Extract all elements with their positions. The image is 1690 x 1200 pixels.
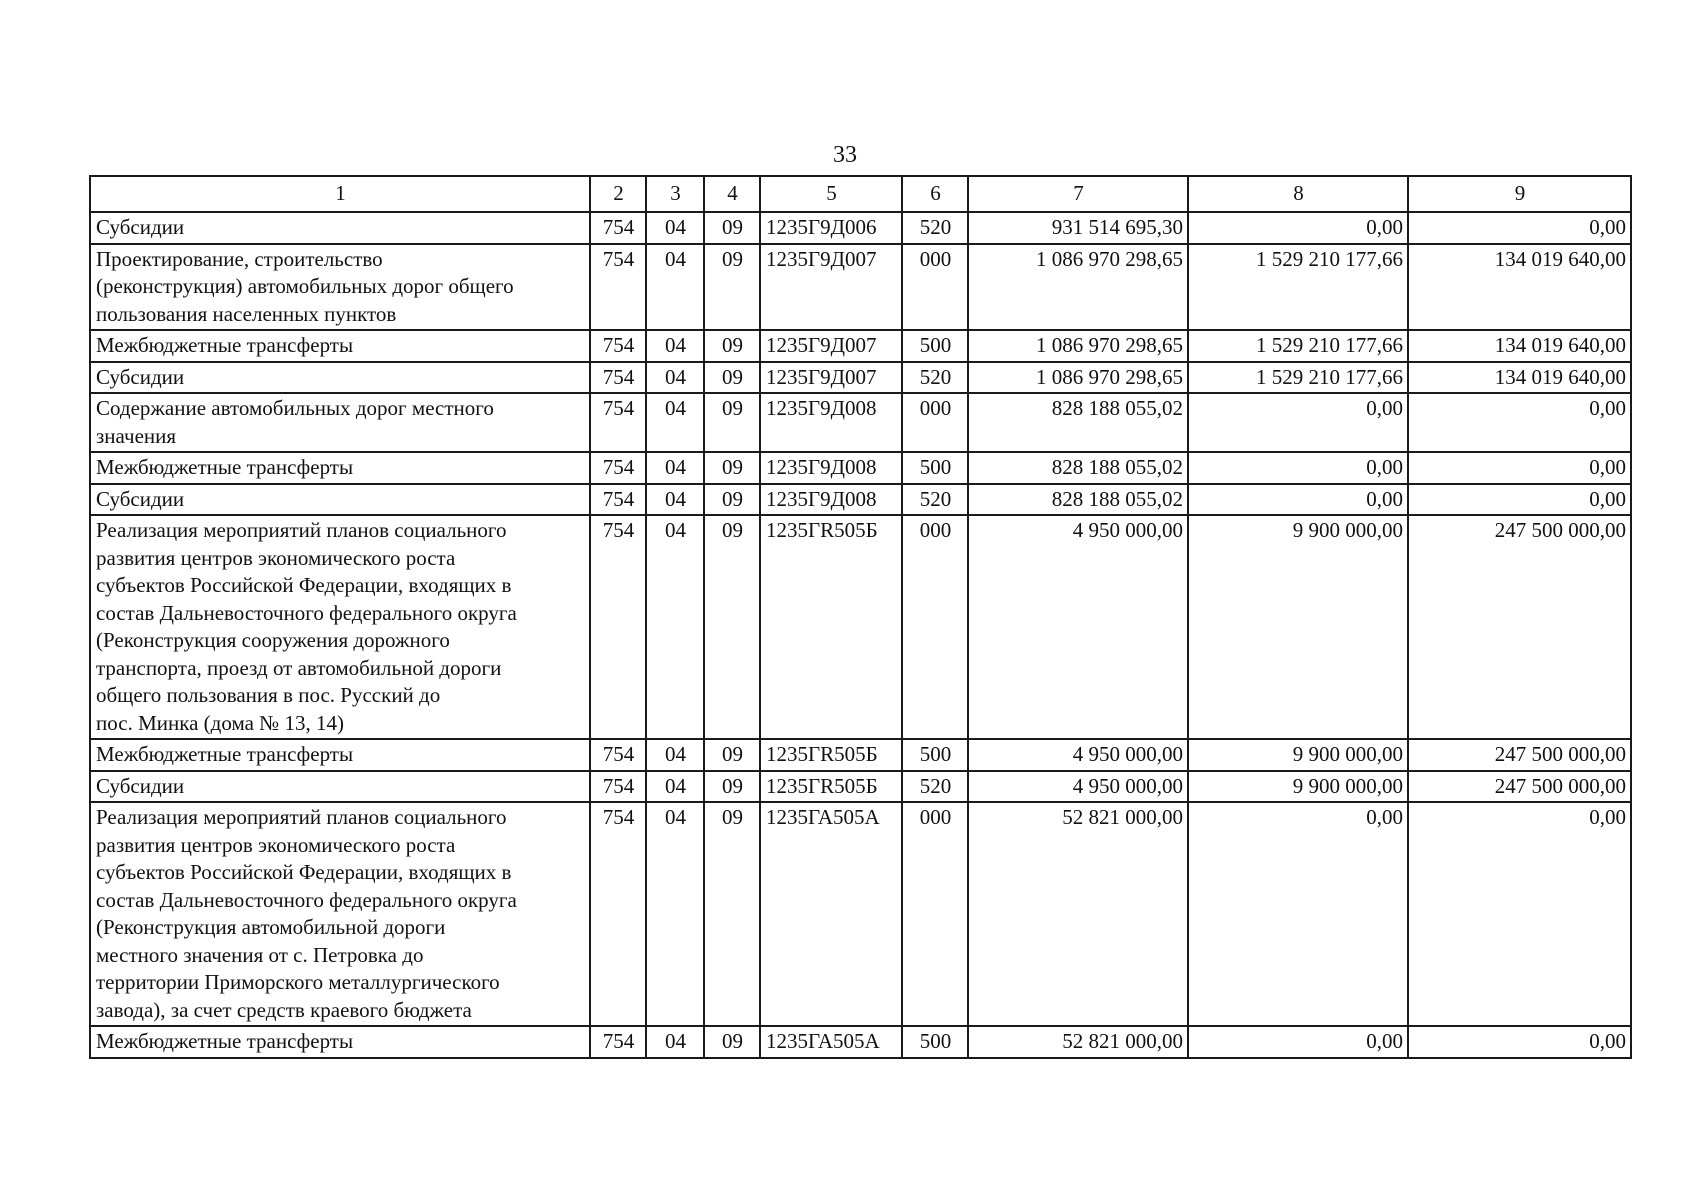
target-article-cell: 1235Г9Д008	[760, 484, 902, 516]
item-name-cell	[90, 362, 590, 394]
item-name-line: Реализация мероприятий планов социального	[96, 518, 507, 542]
item-name-line: Субсидии	[96, 773, 185, 798]
table-row	[90, 515, 1631, 739]
ministry-code-cell: 754	[590, 484, 646, 516]
ministry-code-cell: 754	[590, 802, 646, 1026]
amount-col8-cell: 0,00	[1188, 393, 1408, 452]
item-name-line: Межбюджетные трансферты	[96, 742, 354, 766]
item-name-cell	[90, 739, 590, 771]
amount-col7-cell: 828 188 055,02	[968, 484, 1188, 516]
amount-col9-cell: 0,00	[1408, 1026, 1631, 1058]
table-row	[90, 452, 1631, 484]
item-name-line: субъектов Российской Федерации, входящих в	[96, 860, 512, 884]
expense-type-cell: 500	[902, 452, 968, 484]
item-name-line: значения	[96, 423, 177, 448]
amount-col8-cell: 1 529 210 177,66	[1188, 362, 1408, 394]
table-header	[90, 176, 1631, 212]
ministry-code-cell: 754	[590, 212, 646, 244]
amount-col8-cell: 9 900 000,00	[1188, 771, 1408, 803]
section-code-cell: 04	[646, 1026, 704, 1058]
target-article-cell: 1235Г9Д007	[760, 244, 902, 331]
expense-type-cell: 500	[902, 739, 968, 771]
target-article-cell: 1235Г9Д008	[760, 452, 902, 484]
expense-type-cell: 000	[902, 515, 968, 739]
column-header: 5	[760, 176, 902, 212]
target-article-cell: 1235ГА505А	[760, 802, 902, 1026]
subsection-code-cell: 09	[704, 1026, 760, 1058]
item-name-cell	[90, 1026, 590, 1058]
amount-col7-cell: 52 821 000,00	[968, 1026, 1188, 1058]
item-name-line: (Реконструкция сооружения дорожного	[96, 628, 450, 652]
amount-col8-cell: 0,00	[1188, 1026, 1408, 1058]
amount-col9-cell: 0,00	[1408, 393, 1631, 452]
subsection-code-cell: 09	[704, 452, 760, 484]
section-code-cell: 04	[646, 244, 704, 331]
amount-col9-cell: 0,00	[1408, 802, 1631, 1026]
item-name-line: Межбюджетные трансферты	[96, 1029, 354, 1053]
amount-col9-cell: 247 500 000,00	[1408, 515, 1631, 739]
section-code-cell: 04	[646, 739, 704, 771]
amount-col7-cell: 4 950 000,00	[968, 771, 1188, 803]
item-name-line: (Реконструкция автомобильной дороги	[96, 915, 446, 939]
table-row	[90, 802, 1631, 1026]
expense-type-cell: 000	[902, 802, 968, 1026]
item-name-cell	[90, 393, 590, 452]
amount-col8-cell: 0,00	[1188, 802, 1408, 1026]
subsection-code-cell: 09	[704, 212, 760, 244]
amount-col7-cell: 1 086 970 298,65	[968, 362, 1188, 394]
item-name-line: субъектов Российской Федерации, входящих в	[96, 573, 512, 597]
amount-col9-cell: 134 019 640,00	[1408, 330, 1631, 362]
ministry-code-cell: 754	[590, 515, 646, 739]
section-code-cell: 04	[646, 802, 704, 1026]
item-name-line: пользования населенных пунктов	[96, 301, 397, 326]
target-article-cell: 1235Г9Д008	[760, 393, 902, 452]
amount-col9-cell: 134 019 640,00	[1408, 244, 1631, 331]
subsection-code-cell: 09	[704, 802, 760, 1026]
amount-col7-cell: 1 086 970 298,65	[968, 244, 1188, 331]
section-code-cell: 04	[646, 771, 704, 803]
ministry-code-cell: 754	[590, 393, 646, 452]
subsection-code-cell: 09	[704, 515, 760, 739]
amount-col9-cell: 0,00	[1408, 452, 1631, 484]
item-name-line: Содержание автомобильных дорог местного	[96, 396, 494, 420]
column-header: 7	[968, 176, 1188, 212]
amount-col8-cell: 0,00	[1188, 212, 1408, 244]
item-name-line: состав Дальневосточного федерального округа	[96, 600, 517, 625]
item-name-line: Субсидии	[96, 486, 185, 511]
column-header: 2	[590, 176, 646, 212]
amount-col9-cell: 247 500 000,00	[1408, 739, 1631, 771]
target-article-cell: 1235ГR505Б	[760, 515, 902, 739]
item-name-line: Субсидии	[96, 215, 185, 239]
section-code-cell: 04	[646, 212, 704, 244]
amount-col8-cell: 9 900 000,00	[1188, 739, 1408, 771]
ministry-code-cell: 754	[590, 330, 646, 362]
table-body	[90, 212, 1631, 1058]
amount-col8-cell: 1 529 210 177,66	[1188, 330, 1408, 362]
item-name-line: транспорта, проезд от автомобильной дороги	[96, 655, 502, 680]
item-name-line: развития центров экономического роста	[96, 545, 456, 570]
table-row	[90, 1026, 1631, 1058]
amount-col7-cell: 1 086 970 298,65	[968, 330, 1188, 362]
ministry-code-cell: 754	[590, 739, 646, 771]
item-name-line: (реконструкция) автомобильных дорог общего	[96, 274, 514, 298]
ministry-code-cell: 754	[590, 362, 646, 394]
table-row	[90, 212, 1631, 244]
amount-col7-cell: 931 514 695,30	[968, 212, 1188, 244]
column-number-row	[90, 176, 1631, 212]
amount-col7-cell: 828 188 055,02	[968, 452, 1188, 484]
item-name-line: Реализация мероприятий планов социального	[96, 805, 507, 829]
table-row	[90, 330, 1631, 362]
item-name-line: Межбюджетные трансферты	[96, 333, 354, 357]
subsection-code-cell: 09	[704, 362, 760, 394]
item-name-cell	[90, 802, 590, 1026]
table-row	[90, 484, 1631, 516]
subsection-code-cell: 09	[704, 484, 760, 516]
item-name-line: местного значения от с. Петровка до	[96, 942, 424, 967]
subsection-code-cell: 09	[704, 330, 760, 362]
amount-col7-cell: 4 950 000,00	[968, 515, 1188, 739]
column-header: 6	[902, 176, 968, 212]
amount-col9-cell: 134 019 640,00	[1408, 362, 1631, 394]
item-name-cell	[90, 330, 590, 362]
item-name-line: Проектирование, строительство	[96, 246, 383, 271]
section-code-cell: 04	[646, 515, 704, 739]
item-name-cell	[90, 515, 590, 739]
amount-col9-cell: 0,00	[1408, 484, 1631, 516]
amount-col7-cell: 828 188 055,02	[968, 393, 1188, 452]
target-article-cell: 1235ГR505Б	[760, 771, 902, 803]
table-row	[90, 362, 1631, 394]
expense-type-cell: 520	[902, 484, 968, 516]
subsection-code-cell: 09	[704, 244, 760, 331]
amount-col8-cell: 1 529 210 177,66	[1188, 244, 1408, 331]
item-name-cell	[90, 484, 590, 516]
target-article-cell: 1235Г9Д007	[760, 362, 902, 394]
column-header: 4	[704, 176, 760, 212]
subsection-code-cell: 09	[704, 393, 760, 452]
section-code-cell: 04	[646, 330, 704, 362]
expense-type-cell: 500	[902, 1026, 968, 1058]
page-number: 33	[833, 142, 857, 168]
table-row	[90, 244, 1631, 331]
amount-col8-cell: 0,00	[1188, 452, 1408, 484]
item-name-cell	[90, 212, 590, 244]
column-header: 8	[1188, 176, 1408, 212]
section-code-cell: 04	[646, 452, 704, 484]
amount-col8-cell: 9 900 000,00	[1188, 515, 1408, 739]
section-code-cell: 04	[646, 393, 704, 452]
amount-col9-cell: 0,00	[1408, 212, 1631, 244]
subsection-code-cell: 09	[704, 771, 760, 803]
expense-type-cell: 000	[902, 393, 968, 452]
ministry-code-cell: 754	[590, 771, 646, 803]
table-row	[90, 771, 1631, 803]
section-code-cell: 04	[646, 484, 704, 516]
expense-type-cell: 520	[902, 771, 968, 803]
target-article-cell: 1235Г9Д007	[760, 330, 902, 362]
expense-type-cell: 520	[902, 212, 968, 244]
ministry-code-cell: 754	[590, 244, 646, 331]
target-article-cell: 1235ГR505Б	[760, 739, 902, 771]
item-name-line: состав Дальневосточного федерального округа	[96, 887, 517, 912]
amount-col8-cell: 0,00	[1188, 484, 1408, 516]
item-name-cell	[90, 244, 590, 331]
expense-type-cell: 500	[902, 330, 968, 362]
amount-col7-cell: 52 821 000,00	[968, 802, 1188, 1026]
item-name-cell	[90, 452, 590, 484]
section-code-cell: 04	[646, 362, 704, 394]
ministry-code-cell: 754	[590, 452, 646, 484]
item-name-line: Межбюджетные трансферты	[96, 455, 354, 479]
column-header: 3	[646, 176, 704, 212]
subsection-code-cell: 09	[704, 739, 760, 771]
item-name-line: Субсидии	[96, 364, 185, 389]
column-header: 9	[1408, 176, 1631, 212]
item-name-line: пос. Минка (дома № 13, 14)	[96, 710, 344, 735]
item-name-cell	[90, 771, 590, 803]
amount-col9-cell: 247 500 000,00	[1408, 771, 1631, 803]
expense-type-cell: 000	[902, 244, 968, 331]
item-name-line: развития центров экономического роста	[96, 832, 456, 857]
expense-type-cell: 520	[902, 362, 968, 394]
item-name-line: общего пользования в пос. Русский до	[96, 683, 441, 707]
amount-col7-cell: 4 950 000,00	[968, 739, 1188, 771]
item-name-line: завода), за счет средств краевого бюджета	[96, 997, 472, 1022]
table-row	[90, 739, 1631, 771]
target-article-cell: 1235Г9Д006	[760, 212, 902, 244]
table-row	[90, 393, 1631, 452]
item-name-line: территории Приморского металлургического	[96, 970, 500, 994]
budget-table	[89, 175, 1632, 1059]
target-article-cell: 1235ГА505А	[760, 1026, 902, 1058]
ministry-code-cell: 754	[590, 1026, 646, 1058]
column-header: 1	[90, 176, 590, 212]
